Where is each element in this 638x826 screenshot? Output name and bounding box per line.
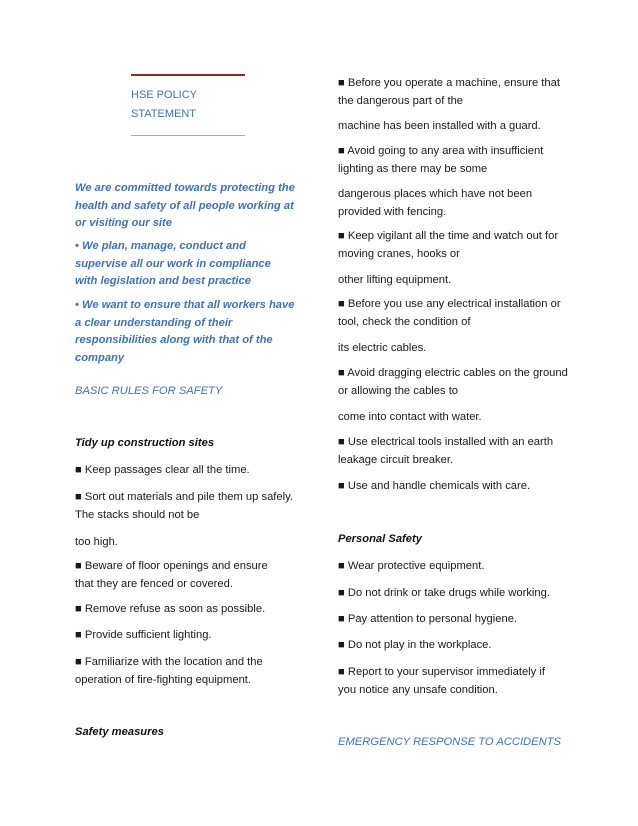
personal-item-5: ■ Report to your supervisor immediately if you notice any unsafe condition. [338, 666, 545, 696]
tidy-item-4: ■ Remove refuse as soon as possible. [75, 603, 266, 615]
measure-5-continued: come into contact with water. [338, 411, 482, 423]
measure-6: ■ Use electrical tools installed with an earth leakage circuit breaker. [338, 436, 554, 466]
tidy-item-6: ■ Familiarize with the location and the operation of fire-fighting equipment. [75, 656, 263, 686]
measure-4: ■ Before you use any electrical installation or tool, check the condition of [338, 298, 561, 328]
measure-2-continued: dangerous places which have not been provided with fencing. [338, 188, 533, 218]
personal-safety-heading: Personal Safety [338, 533, 422, 545]
commitment-statement-3: • We want to ensure that all workers have a clear understanding of their responsibilities along with that of the company [75, 299, 295, 364]
tidy-item-1: ■ Keep passages clear all the time. [75, 464, 250, 476]
title-top-rule [131, 74, 245, 76]
tidy-item-3: ■ Beware of floor openings and ensure that they are fenced or covered. [75, 560, 268, 590]
measure-3: ■ Keep vigilant all the time and watch out for moving cranes, hooks or [338, 230, 559, 260]
emergency-response-heading: EMERGENCY RESPONSE TO ACCIDENTS [338, 736, 561, 748]
personal-item-2: ■ Do not drink or take drugs while working. [338, 587, 550, 599]
measure-2: ■ Avoid going to any area with insufficient lighting as there may be some [338, 145, 544, 175]
measure-3-continued: other lifting equipment. [338, 274, 452, 286]
safety-measures-heading: Safety measures [75, 726, 164, 738]
personal-item-1: ■ Wear protective equipment. [338, 560, 485, 572]
page-title-line2: STATEMENT [131, 108, 196, 120]
tidy-item-2: ■ Sort out materials and pile them up safely. The stacks should not be [75, 491, 293, 521]
tidy-up-heading: Tidy up construction sites [75, 437, 215, 449]
page-title-line1: HSE POLICY [131, 89, 198, 101]
commitment-statement-2: • We plan, manage, conduct and supervise all our work in compliance with legislation and best practice [75, 240, 271, 287]
basic-rules-heading: BASIC RULES FOR SAFETY [75, 385, 223, 397]
measure-1-continued: machine has been installed with a guard. [338, 120, 541, 132]
title-bottom-rule [131, 135, 245, 136]
measure-5: ■ Avoid dragging electric cables on the ground or allowing the cables to [338, 367, 568, 397]
personal-item-4: ■ Do not play in the workplace. [338, 639, 492, 651]
tidy-item-5: ■ Provide sufficient lighting. [75, 629, 212, 641]
measure-1: ■ Before you operate a machine, ensure that the dangerous part of the [338, 77, 560, 107]
measure-4-continued: its electric cables. [338, 342, 427, 354]
measure-7: ■ Use and handle chemicals with care. [338, 480, 531, 492]
personal-item-3: ■ Pay attention to personal hygiene. [338, 613, 518, 625]
commitment-statement-1: We are committed towards protecting the health and safety of all people working at or visiting our site [75, 182, 295, 229]
tidy-item-2-continued: too high. [75, 536, 118, 548]
